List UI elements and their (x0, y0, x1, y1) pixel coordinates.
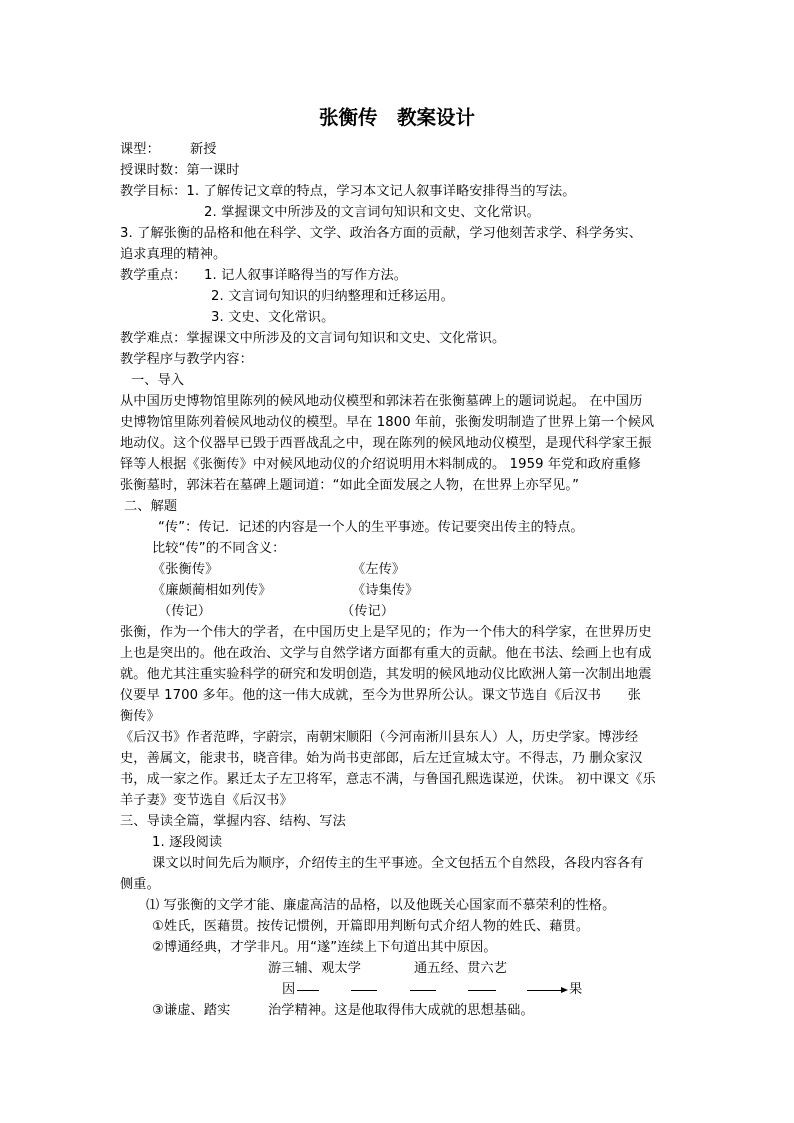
key-points-label: 教学重点： (120, 268, 187, 283)
procedure-heading: 教学程序与教学内容： (120, 352, 253, 367)
bio-line-8: 书，成一家之作。累迁太子左卫将军，意志不满，与鲁国孔熙选谋逆，伏诛。 初中课文《乐 (120, 772, 656, 787)
section-guide-heading: 三、导读全篇，掌握内容、结构、写法 (120, 814, 346, 829)
flow-connector-2 (351, 990, 377, 991)
flow-connector-3 (410, 990, 436, 991)
goal-3-line-2: 追求真理的精神。 (120, 247, 227, 262)
intro-line-3: 地动仪。这个仪器早已毁于西晋战乱之中，现在陈列的候风地动仪模型，是现代科学家王振 (120, 436, 652, 451)
explain-line-2: 比较“传”的不同含义： (152, 541, 286, 556)
flow-cause-label: 因 (282, 982, 296, 997)
intro-line-5: 张衡墓时，郭沫若在墓碑上题词道：“如此全面发展之人物，在世界上亦罕见。” (120, 478, 580, 493)
compare-item-zuozhuan: 《左传》 (352, 562, 406, 577)
difficulty: 教学难点：掌握课文中所涉及的文言词句知识和文史、文化常识。 (120, 331, 506, 346)
flow-arrow-icon (561, 987, 568, 993)
point-3-label: ③谦虚、踏实 (152, 1003, 231, 1018)
point-2: ②博通经典，才学非凡。用“遂”连续上下句道出其中原因。 (152, 940, 497, 955)
course-hours: 授课时数：第一课时 (120, 163, 240, 178)
bio-line-3: 就。他尤其注重实验科学的研究和发明创造，其发明的候风地动仪比欧洲人第一次制出地震 (120, 667, 652, 682)
guide-line-1: 课文以时间先后为顺序，介绍传主的生平事迹。全文包括五个自然段，各段内容各有 (152, 856, 644, 871)
paragraph-1-summary: ⑴ 写张衡的文学才能、廉虚高洁的品格，以及他既关心国家而不慕荣利的性格。 (146, 898, 616, 913)
intro-line-4: 铎等人根据《张衡传》中对候风地动仪的介绍说明用木料制成的。 1959 年党和政府重修 (120, 457, 641, 472)
flow-connector-4 (468, 990, 496, 991)
page-title: 张衡传 教案设计 (318, 106, 475, 129)
bio-line-1: 张衡，作为一个伟大的学者，在中国历史上是罕见的；作为一个伟大的科学家，在世界历史 (120, 625, 652, 640)
explain-line-1: “传”：传记．记述的内容是一个人的生平事迹。传记要突出传主的特点。 (158, 520, 584, 535)
guide-subheading: 1. 逐段阅读 (152, 835, 223, 850)
goal-1: 教学目标：1. 了解传记文章的特点，学习本文记人叙事详略安排得当的写法。 (120, 184, 576, 199)
course-type-label: 课型： (120, 142, 160, 157)
intro-line-2: 史博物馆里陈列着候风地动仪的模型。早在 1800 年前，张衡发明制造了世界上第一个候风 (120, 415, 655, 430)
point-1: ①姓氏，医藉贯。按传记惯例，开篇即用判断句式介绍人物的姓氏、藉贯。 (152, 919, 590, 934)
guide-line-2: 侧重。 (120, 877, 160, 892)
goal-3-line-1: 3. 了解张衡的品格和他在科学、文学、政治各方面的贡献，学习他刻苦求学、科学务实、 (120, 226, 642, 241)
flow-top-label-1: 游三辅、观太学 (268, 961, 362, 976)
flow-effect-label: 果 (569, 982, 583, 997)
flow-connector-5 (527, 990, 561, 991)
flow-top-label-2: 通五经、贯六艺 (414, 961, 508, 976)
point-3-text: 治学精神。这是他取得伟大成就的思想基础。 (268, 1003, 534, 1018)
compare-item-shijizhuan: 《诗集传》 (352, 583, 419, 598)
compare-item-lianpo: 《廉颇蔺相如列传》 (152, 583, 272, 598)
compare-note-1: （传记） (158, 604, 212, 619)
intro-line-1: 从中国历史博物馆里陈列的候风地动仪模型和郭沫若在张衡墓碑上的题词说起。 在中国历 (120, 394, 643, 409)
bio-line-4: 仪要早 1700 多年。他的这一伟大成就，至今为世界所公认。课文节选自《后汉书 张 (120, 688, 641, 703)
course-type-value: 新授 (190, 142, 217, 157)
compare-item-zhangheng: 《张衡传》 (152, 562, 219, 577)
bio-line-5: 衡传》 (120, 709, 160, 724)
key-point-1: 1. 记人叙事详略得当的写作方法。 (204, 268, 408, 283)
flow-connector-1 (297, 990, 319, 991)
goal-2: 2. 掌握课文中所涉及的文言词句知识和文史、文化常识。 (204, 205, 540, 220)
bio-line-7: 史，善属文，能隶书，晓音律。始为尚书吏部郎，后左迁宣城太守。不得志，乃 删众家汉 (120, 751, 643, 766)
bio-line-2: 上也是突出的。他在政治、文学与自然学诸方面都有重大的贡献。他在书法、绘画上也有成 (120, 646, 652, 661)
bio-line-6: 《后汉书》作者范晔，字蔚宗，南朝宋顺阳（今河南淅川县东人）人，历史学家。博涉经 (120, 730, 639, 745)
key-point-3: 3. 文史、文化常识。 (211, 310, 335, 325)
compare-note-2: （传记） (341, 604, 395, 619)
section-intro-heading: 一、导入 (131, 373, 185, 388)
key-point-2: 2. 文言词句知识的归纳整理和迁移运用。 (211, 289, 454, 304)
section-explain-heading: 二、解题 (124, 499, 178, 514)
bio-line-9: 羊子妻》变节选自《后汉书》 (120, 793, 293, 808)
